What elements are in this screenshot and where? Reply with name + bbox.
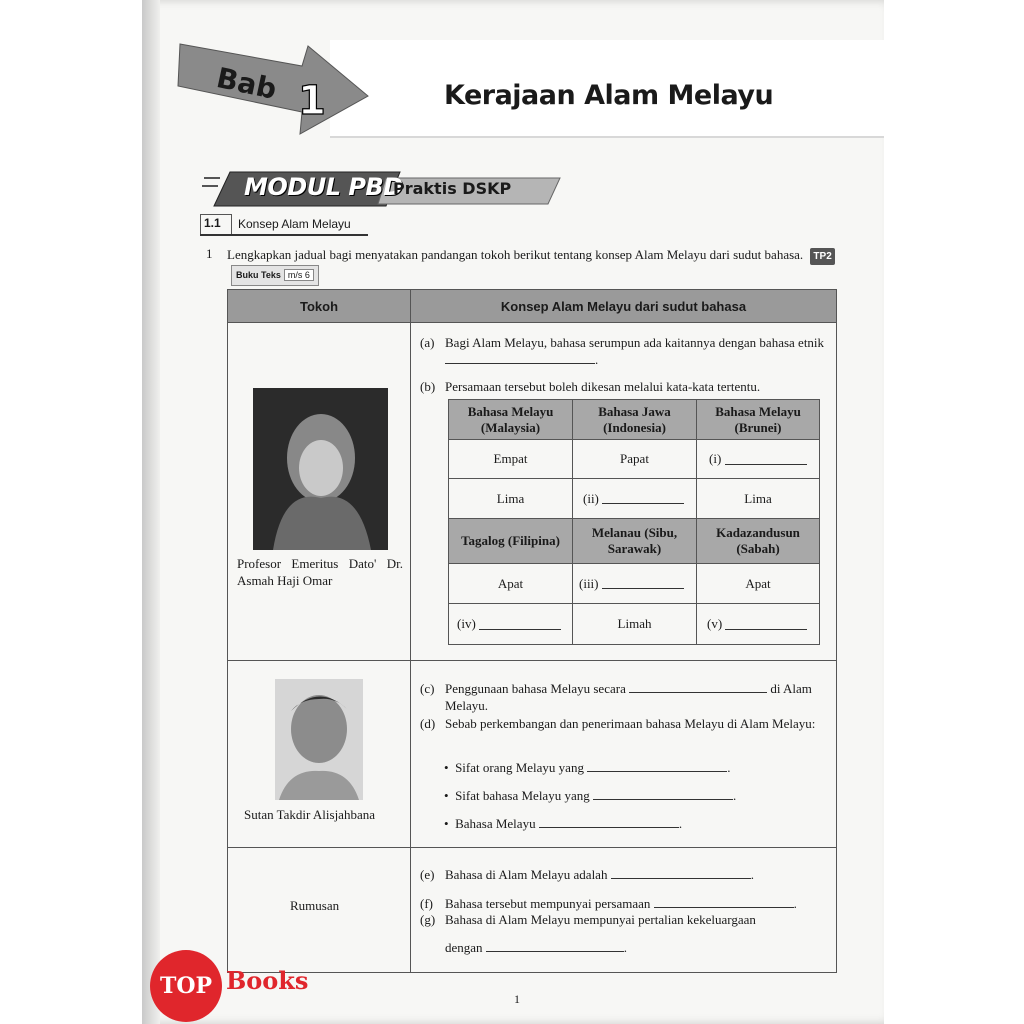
item-g-text: Bahasa di Alam Melayu mempunyai pertalian kekeluargaan [445,912,756,927]
col-header-konsep: Konsep Alam Melayu dari sudut bahasa [411,290,836,322]
word-cell: Lima [697,479,819,519]
answer-blank-d3[interactable] [539,817,679,828]
item-a-text: Bagi Alam Melayu, bahasa serumpun ada kaitannya dengan bahasa etnik . [445,335,825,367]
praktis-dskp-label: Praktis DSKP [393,179,512,198]
answer-blank-d2[interactable] [593,789,733,800]
page-number: 1 [514,992,520,1006]
buku-teks-page: m/s 6 [284,269,314,281]
bullet-2-text: Sifat bahasa Melayu yang [455,788,590,803]
blank-label-iv: (iv) [457,616,476,631]
word-cell: Lima [449,479,573,519]
word-cell: Limah [573,604,697,644]
answer-cell-iv[interactable] [449,604,573,644]
logo-top-text: TOP [159,973,213,999]
word-cell: Apat [697,564,819,604]
word-cell: Empat [449,440,573,479]
tokoh-asmah-caption: Profesor Emeritus Dato' Dr. Asmah Haji Omar [237,556,403,588]
item-a-body: Bagi Alam Melayu, bahasa serumpun ada kaitannya dengan bahasa etnik [445,335,825,350]
item-b-label: (b) [420,379,436,394]
item-c-body: Penggunaan bahasa Melayu secara [445,681,626,696]
bab-arrow-badge [172,24,372,139]
item-c-text [445,680,829,714]
item-g-label: (g) [420,912,436,927]
sutan-photo [275,679,363,800]
blank-label-v: (v) [707,616,723,631]
answer-blank-a[interactable] [445,353,595,364]
buku-teks-label: Buku Teks [236,270,281,280]
tokoh-sutan-caption: Sutan Takdir Alisjahbana [244,807,375,822]
column-divider [410,290,411,972]
answer-blank-g[interactable] [486,941,624,952]
lang-header-melayu-brunei: Bahasa Melayu (Brunei) [697,400,819,440]
item-d-text: Sebab perkembangan dan penerimaan bahasa Melayu di Alam Melayu: [445,716,816,731]
item-f-label: (f) [420,896,433,911]
lang-header-tagalog: Tagalog (Filipina) [449,519,573,564]
asmah-photo [253,388,388,550]
answer-blank-e[interactable] [611,868,751,879]
chapter-number: 1 [298,78,326,124]
row1-divider [228,660,836,661]
item-c-label: (c) [420,681,435,696]
portrait-image [253,388,388,550]
question-number: 1 [206,246,213,261]
blank-label-iii: (iii) [579,575,599,591]
answer-blank-d1[interactable] [587,761,727,772]
logo-books-text: Books [226,966,309,995]
section-title: Konsep Alam Melayu [238,217,351,231]
item-g-cont-text: dengan [445,940,483,955]
word-cell: Papat [573,440,697,479]
item-e-text: Bahasa di Alam Melayu adalah . [445,867,754,882]
answer-blank-f[interactable] [654,897,794,908]
answer-blank-i[interactable] [725,454,807,465]
col-header-tokoh: Tokoh [228,290,410,322]
item-b-text: Persamaan tersebut boleh dikesan melalui kata-kata tertentu. [445,379,761,394]
section-number: 1.1 [204,216,221,230]
tp-badge: TP2 [810,248,834,265]
portrait-image [275,679,363,800]
bab-label: Bab [213,61,280,106]
answer-cell-ii[interactable] [573,479,697,519]
answer-blank-iii[interactable] [602,578,684,589]
answer-blank-ii[interactable] [602,493,684,504]
answer-cell-i[interactable] [697,440,819,479]
lang-header-melanau: Melanau (Sibu, Sarawak) [573,519,697,564]
item-e-body: Bahasa di Alam Melayu adalah [445,867,608,882]
answer-blank-iv[interactable] [479,619,561,630]
blank-label-i: (i) [709,451,722,466]
modul-pbd-label: MODUL PBD [244,173,403,201]
chapter-title: Kerajaan Alam Melayu [444,80,774,111]
lang-header-kadazandusun: Kadazandusun (Sabah) [697,519,819,564]
item-g-cont: dengan . [445,940,628,955]
answer-blank-c[interactable] [629,682,767,693]
question-text: Lengkapkan jadual bagi menyatakan pandangan tokoh berikut tentang konsep Alam Melayu dari sudut bahasa. [227,247,804,262]
item-d-label: (d) [420,716,436,731]
answer-blank-v[interactable] [725,619,807,630]
header-row-divider [228,322,836,323]
item-f-text: Bahasa tersebut mempunyai persamaan . [445,896,797,911]
lang-header-jawa: Bahasa Jawa (Indonesia) [573,400,697,440]
book-spine [142,0,160,1024]
question-text-block [227,246,839,286]
blank-label-ii: (ii) [583,490,599,506]
answer-cell-v[interactable] [697,604,819,644]
row2-divider [228,847,836,848]
bullet-2: • Sifat bahasa Melayu yang . [444,788,737,803]
item-c-suffix: di Alam Melayu. [445,681,812,713]
word-cell: Apat [449,564,573,604]
lang-header-melayu-malaysia: Bahasa Melayu (Malaysia) [449,400,573,440]
answer-cell-iii[interactable] [573,564,697,604]
bullet-1-text: Sifat orang Melayu yang [455,760,584,775]
section-underline [200,234,368,236]
rumusan-label: Rumusan [290,898,340,913]
item-e-label: (e) [420,867,435,882]
item-a-label: (a) [420,335,435,350]
item-f-body: Bahasa tersebut mempunyai persamaan [445,896,651,911]
topbooks-logo [150,950,222,1022]
bullet-1: • Sifat orang Melayu yang . [444,760,731,775]
buku-teks-badge [231,265,319,286]
comparison-table [448,399,820,645]
bullet-3-text: Bahasa Melayu [455,816,536,831]
bullet-3: • Bahasa Melayu . [444,816,683,831]
